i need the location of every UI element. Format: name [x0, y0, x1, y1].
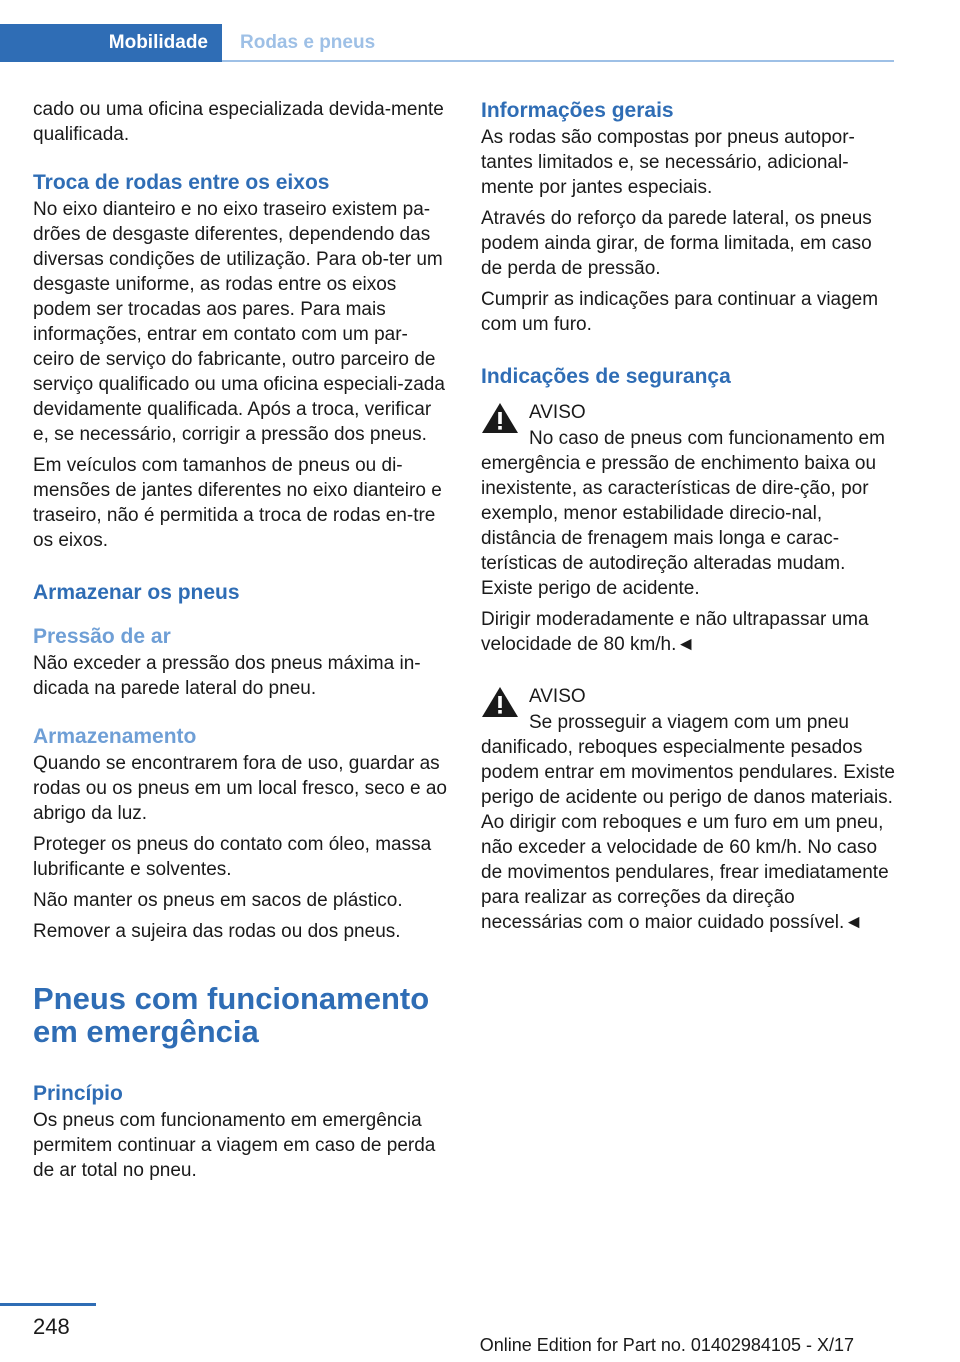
info-paragraph-2: Através do reforço da parede lateral, os pneus podem ainda girar, de forma limitada, em caso de perda de pressão.: [481, 208, 872, 279]
info-paragraph-1: As rodas são compostas por pneus autopor-tantes limitados e, se necessário, adicional-mente por jantes especiais.: [481, 127, 855, 198]
warning-2-title: AVISO: [529, 686, 586, 707]
warning-1-paragraph-1: No caso de pneus com funcionamento em emergência e pressão de enchimento baixa ou inexistente, as características de dire-ção, por exemplo, menor estabilidade direcio-nal, distância de frenagem mais longa e carac-terísticas de autodireção alteradas mudam. Existe perigo de acidente.: [481, 428, 885, 599]
header-divider: [222, 60, 894, 62]
heading-indicacoes-seguranca: Indicações de segurança: [481, 365, 731, 388]
troca-paragraph-2: Em veículos com tamanhos de pneus ou di-mensões de jantes diferentes no eixo dianteiro e traseiro, não é permitida a troca de rodas en-tre os eixos.: [33, 455, 442, 551]
warning-2-paragraph-1: Se prosseguir a viagem com um pneu danificado, reboques especialmente pesados podem entrar em movimentos pendulares. Existe perigo de acidente ou perigo de danos materiais. Ao dirigir com reboques e um furo em um pneu, não exceder a velocidade de 60 km/h. No caso de movimentos pendulares, frear imediatamente para realizar as correções da direção necessárias com o maior cuidado possível.◄: [481, 712, 895, 933]
principio-paragraph: Os pneus com funcionamento em emergência permitem continuar a viagem em caso de perda de ar total no pneu.: [33, 1110, 436, 1181]
warning-1-title: AVISO: [529, 402, 586, 423]
right-column: [481, 97, 895, 941]
pressao-paragraph: Não exceder a pressão dos pneus máxima in-dicada na parede lateral do pneu.: [33, 653, 421, 699]
page-number: 248: [33, 1314, 70, 1339]
footer-edition: Online Edition for Part no. 01402984105 - X/17: [479, 1335, 854, 1355]
heading-armazenamento: Armazenamento: [33, 725, 197, 748]
armazenamento-paragraph-4: Remover a sujeira das rodas ou dos pneus.: [33, 921, 401, 942]
heading-principio: Princípio: [33, 1082, 123, 1105]
troca-paragraph-1: No eixo dianteiro e no eixo traseiro existem pa-drões de desgaste diferentes, dependendo das diversas condições de utilização. Para ob-ter um desgaste uniforme, as rodas entre os eixos podem ser trocadas aos pares. Para mais informações, entrar em contato com um par-ceiro de serviço do fabricante, outro parceiro de serviço qualificado ou uma oficina especiali-zada devidamente qualificada. Após a troca, verificar e, se necessário, corrigir a pressão dos pneus.: [33, 199, 445, 445]
heading-pressao-de-ar: Pressão de ar: [33, 625, 171, 648]
armazenamento-paragraph-2: Proteger os pneus do contato com óleo, massa lubrificante e solventes.: [33, 834, 432, 880]
warning-triangle-icon: [481, 401, 519, 434]
heading-armazenar-pneus: Armazenar os pneus: [33, 581, 240, 604]
page-header: [0, 0, 960, 66]
heading-informacoes-gerais: Informações gerais: [481, 99, 674, 122]
tab-mobilidade[interactable]: Mobilidade: [0, 24, 222, 62]
intro-paragraph: cado ou uma oficina especializada devida-mente qualificada.: [33, 99, 444, 145]
footer-accent-line: [0, 1303, 96, 1306]
warning-block-1: [481, 399, 895, 426]
warning-triangle-icon: [481, 685, 519, 718]
warning-1-paragraph-2: Dirigir moderadamente e não ultrapassar uma velocidade de 80 km/h.◄: [481, 609, 869, 655]
heading-pneus-funcionamento-emergencia: Pneus com funcionamento em emergência: [33, 981, 430, 1049]
info-paragraph-3: Cumprir as indicações para continuar a viagem com um furo.: [481, 289, 879, 335]
armazenamento-paragraph-1: Quando se encontrarem fora de uso, guardar as rodas ou os pneus em um local fresco, seco e ao abrigo da luz.: [33, 753, 448, 824]
warning-block-2: [481, 683, 895, 710]
armazenamento-paragraph-3: Não manter os pneus em sacos de plástico.: [33, 890, 403, 911]
left-column: [33, 97, 448, 1189]
heading-troca-de-rodas: Troca de rodas entre os eixos: [33, 171, 330, 194]
tab-rodas-e-pneus[interactable]: Rodas e pneus: [240, 32, 376, 53]
